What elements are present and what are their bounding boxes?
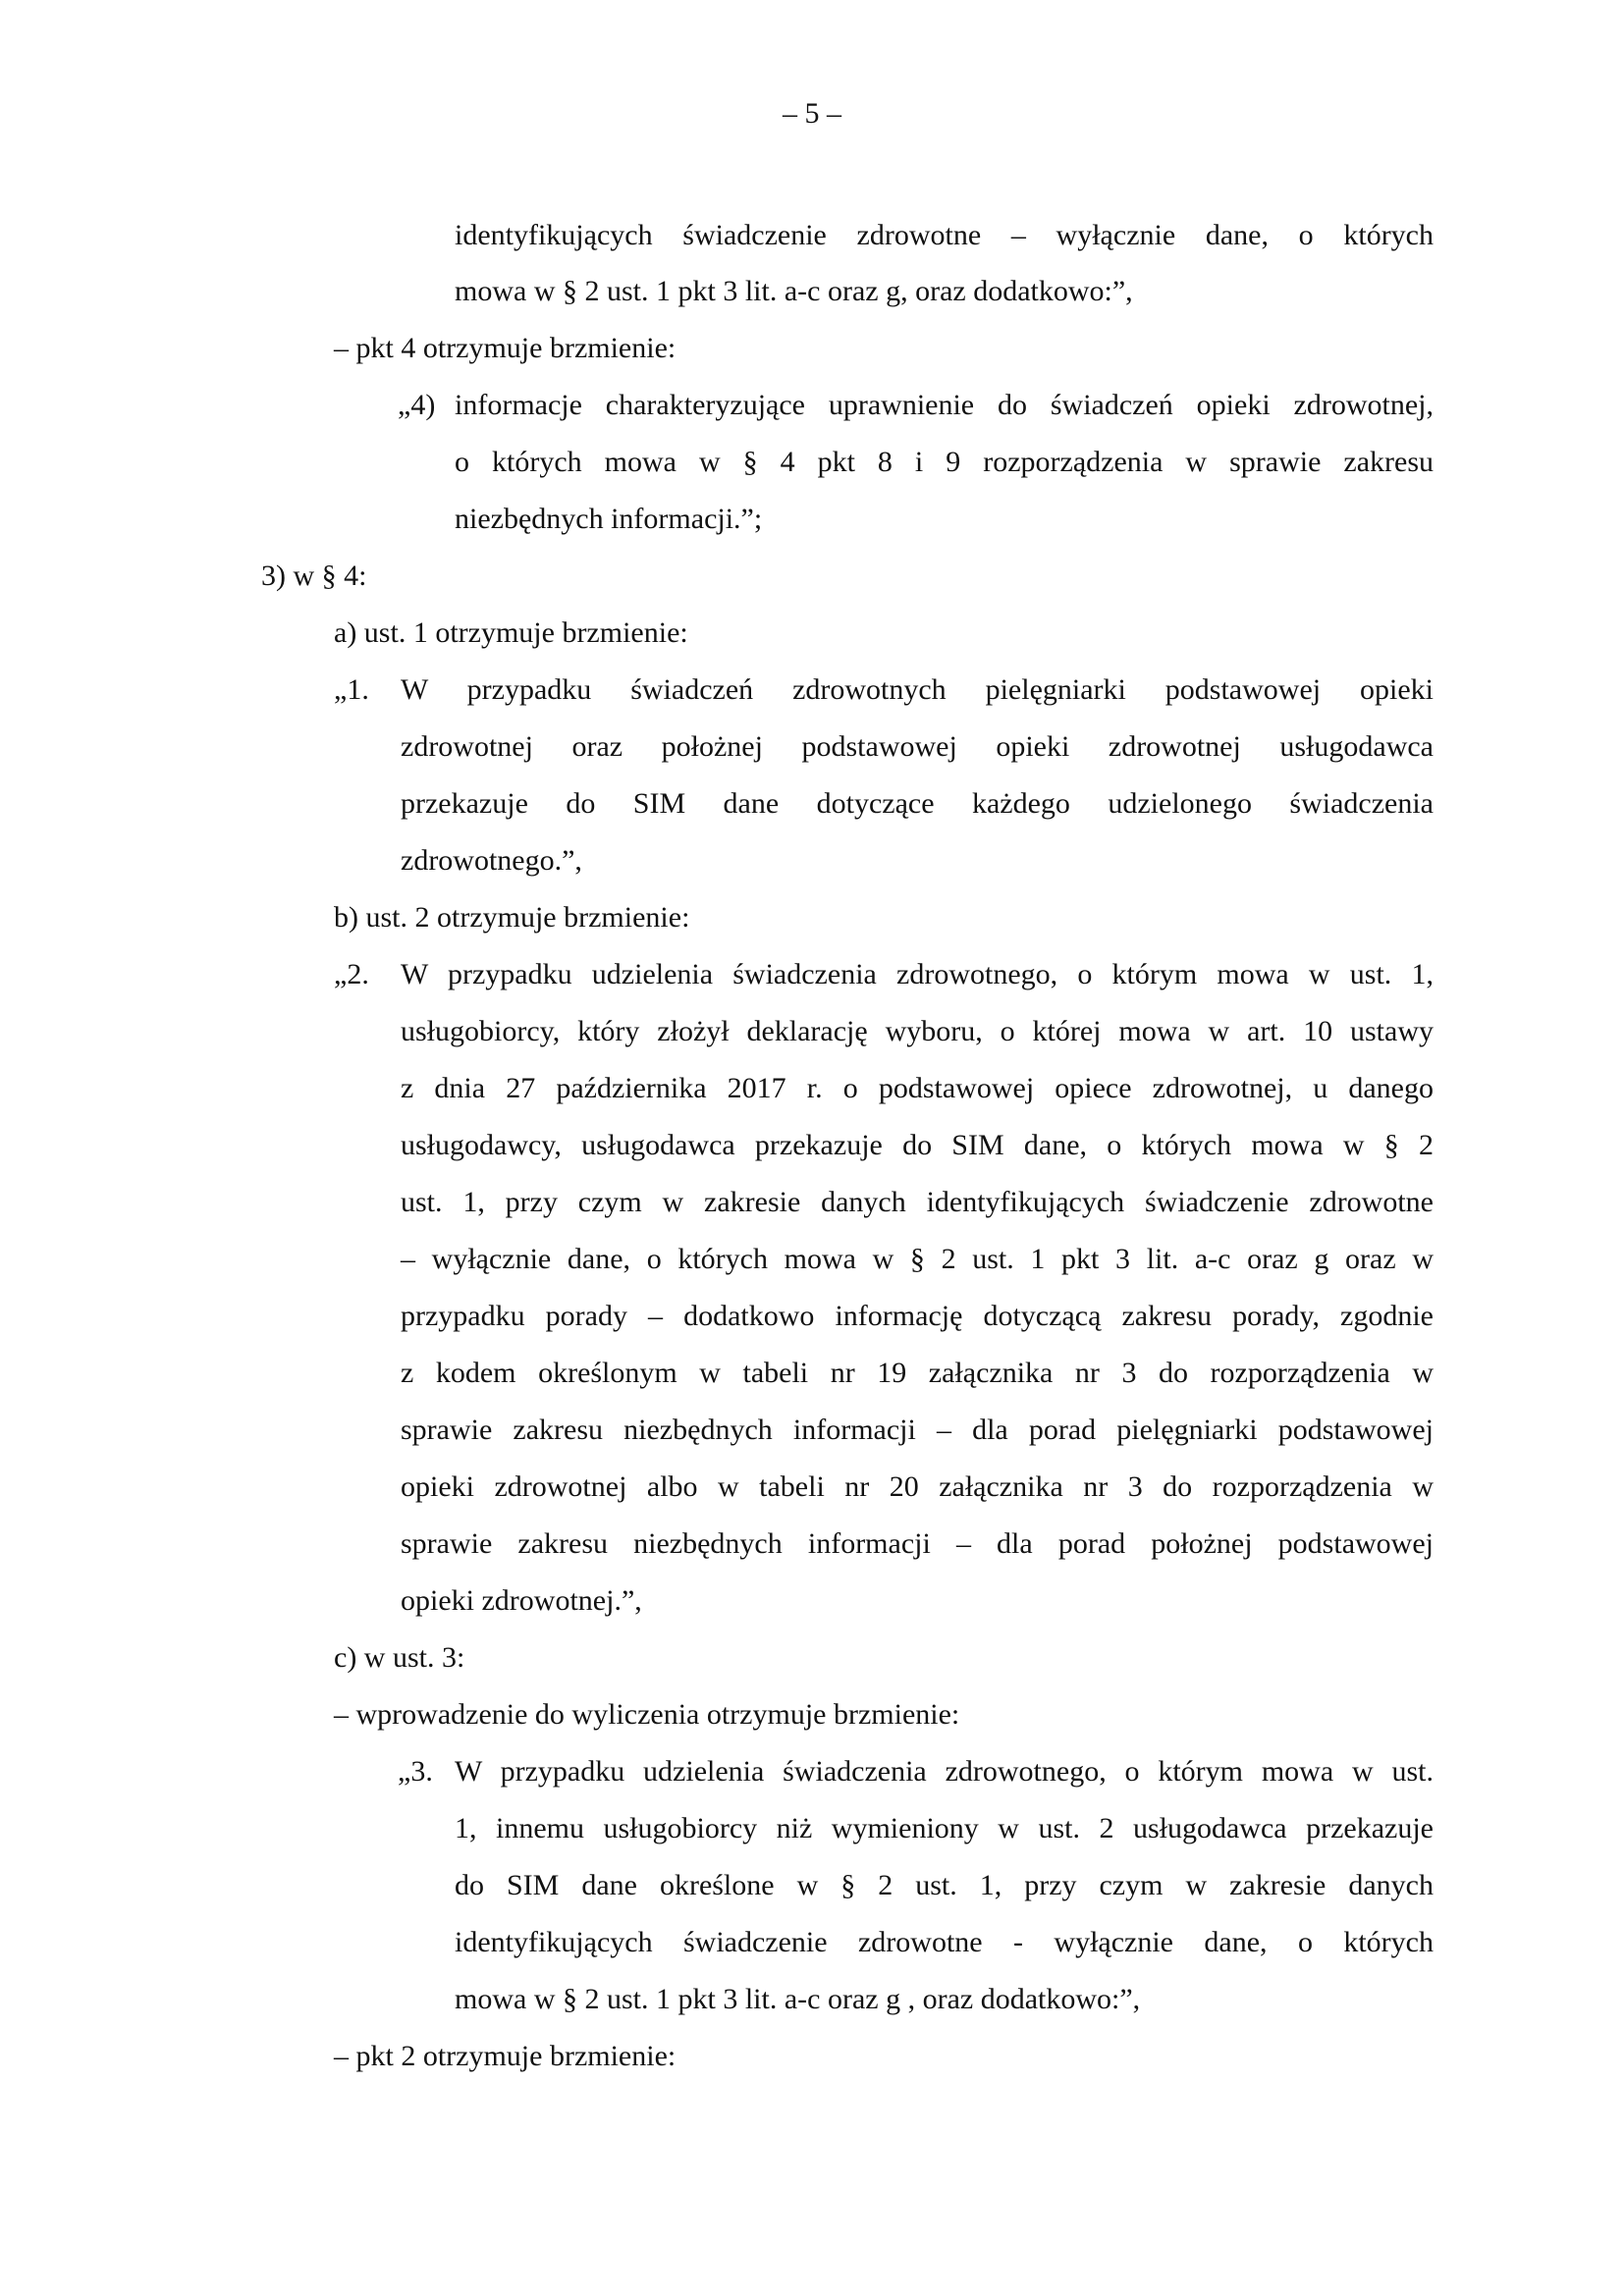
text-line: b) ust. 2 otrzymuje brzmienie: bbox=[334, 901, 690, 934]
text-line: – pkt 2 otrzymuje brzmienie: bbox=[334, 2040, 677, 2072]
text-line: przekazuje do SIM dane dotyczące każdego udzielonego świadczenia bbox=[401, 787, 1434, 820]
page-number: – 5 – bbox=[783, 97, 841, 130]
text-line: sprawie zakresu niezbędnych informacji – dla porad położnej podstawowej bbox=[401, 1527, 1434, 1560]
text-line: zdrowotnej oraz położnej podstawowej opieki zdrowotnej usługodawca bbox=[401, 730, 1434, 763]
text-line: opieki zdrowotnej.”, bbox=[401, 1584, 642, 1617]
text-line: – wprowadzenie do wyliczenia otrzymuje brzmienie: bbox=[334, 1698, 960, 1731]
text-line: opieki zdrowotnej albo w tabeli nr 20 załącznika nr 3 do rozporządzenia w bbox=[401, 1470, 1434, 1503]
text-line: identyfikujących świadczenie zdrowotne – wyłącznie dane, o których bbox=[455, 219, 1434, 251]
text-line: sprawie zakresu niezbędnych informacji – dla porad pielęgniarki podstawowej bbox=[401, 1414, 1434, 1446]
text-line: mowa w § 2 ust. 1 pkt 3 lit. a-c oraz g , oraz dodatkowo:”, bbox=[455, 1983, 1141, 2015]
text-line: W przypadku udzielenia świadczenia zdrowotnego, o którym mowa w ust. bbox=[455, 1755, 1434, 1788]
text-line: do SIM dane określone w § 2 ust. 1, przy czym w zakresie danych bbox=[455, 1869, 1434, 1901]
text-line: 3) w § 4: bbox=[261, 560, 367, 592]
text-line: ust. 1, przy czym w zakresie danych identyfikujących świadczenie zdrowotne bbox=[401, 1186, 1434, 1218]
text-line: W przypadku udzielenia świadczenia zdrowotnego, o którym mowa w ust. 1, bbox=[401, 958, 1434, 990]
text-line: – pkt 4 otrzymuje brzmienie: bbox=[334, 332, 677, 364]
text-line: informacje charakteryzujące uprawnienie do świadczeń opieki zdrowotnej, bbox=[455, 389, 1434, 421]
text-line: przypadku porady – dodatkowo informację dotyczącą zakresu porady, zgodnie bbox=[401, 1300, 1434, 1332]
point-label: „4) bbox=[398, 389, 436, 421]
text-line: W przypadku świadczeń zdrowotnych pielęgniarki podstawowej opieki bbox=[401, 673, 1434, 706]
text-line: c) w ust. 3: bbox=[334, 1641, 465, 1674]
text-line: identyfikujących świadczenie zdrowotne - wyłącznie dane, o których bbox=[455, 1926, 1434, 1958]
text-line: 1, innemu usługobiorcy niż wymieniony w ust. 2 usługodawca przekazuje bbox=[455, 1812, 1434, 1844]
text-line: z kodem określonym w tabeli nr 19 załącznika nr 3 do rozporządzenia w bbox=[401, 1357, 1434, 1389]
text-line: usługobiorcy, który złożył deklarację wyboru, o której mowa w art. 10 ustawy bbox=[401, 1015, 1434, 1047]
text-line: usługodawcy, usługodawca przekazuje do SIM dane, o których mowa w § 2 bbox=[401, 1129, 1434, 1161]
text-line: zdrowotnego.”, bbox=[401, 844, 582, 877]
text-line: – wyłącznie dane, o których mowa w § 2 ust. 1 pkt 3 lit. a-c oraz g oraz w bbox=[401, 1243, 1434, 1275]
text-line: z dnia 27 października 2017 r. o podstawowej opiece zdrowotnej, u danego bbox=[401, 1072, 1434, 1104]
point-label: „2. bbox=[334, 958, 369, 990]
text-line: o których mowa w § 4 pkt 8 i 9 rozporządzenia w sprawie zakresu bbox=[455, 446, 1434, 478]
text-line: niezbędnych informacji.”; bbox=[455, 503, 763, 535]
point-label: „1. bbox=[334, 673, 369, 706]
text-line: mowa w § 2 ust. 1 pkt 3 lit. a-c oraz g, oraz dodatkowo:”, bbox=[455, 275, 1133, 307]
text-line: a) ust. 1 otrzymuje brzmienie: bbox=[334, 616, 688, 649]
point-label: „3. bbox=[398, 1755, 433, 1788]
